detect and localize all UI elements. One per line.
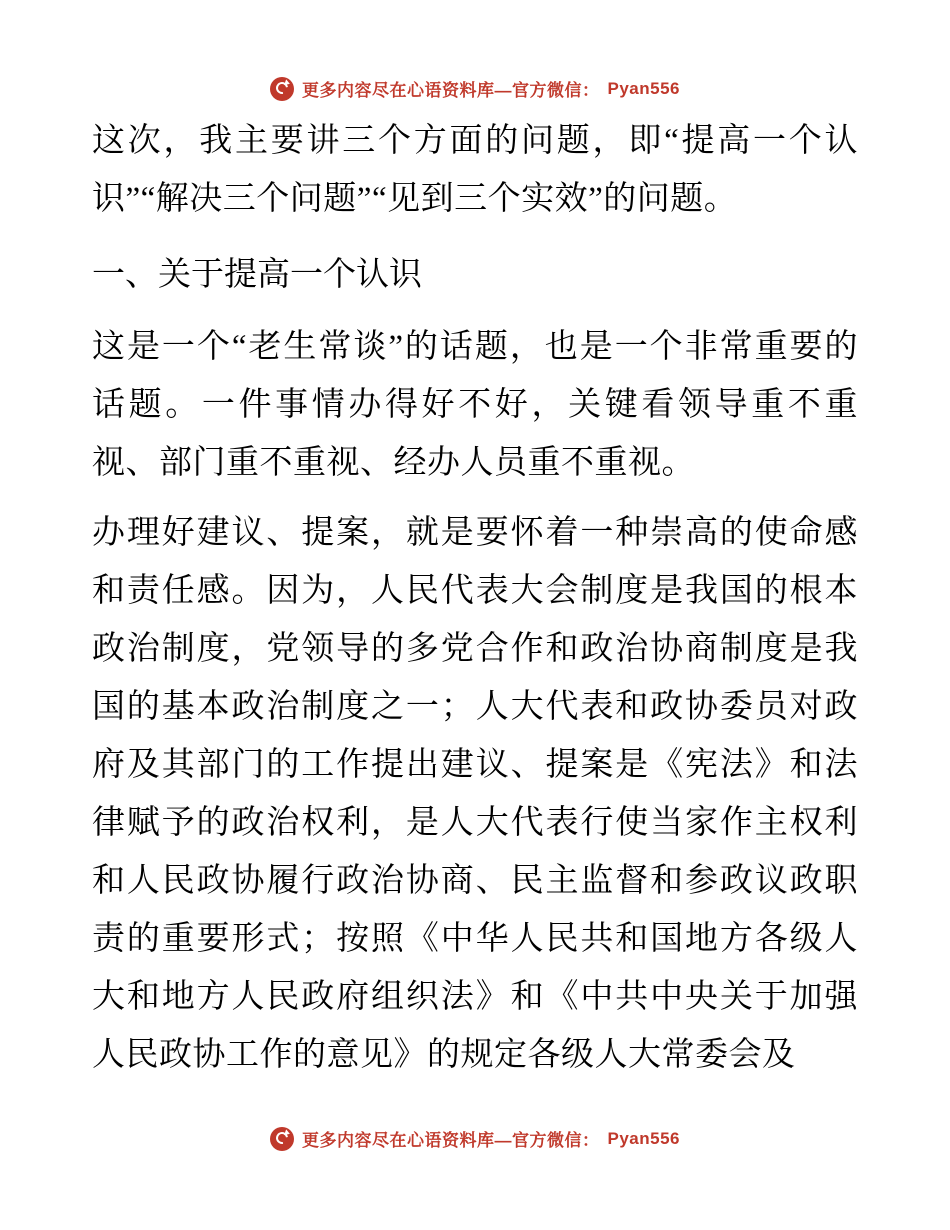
watermark-top bbox=[0, 76, 950, 101]
watermark-account: Pyan556 bbox=[607, 78, 680, 98]
watermark-bottom bbox=[0, 1126, 950, 1151]
section-heading-1: 一、关于提高一个认识 bbox=[92, 257, 422, 293]
watermark-account: Pyan556 bbox=[607, 1128, 680, 1148]
paragraph-2: 这是一个“老生常谈”的话题，也是一个非常重要的话题。一件事情办得好不好，关键看领导重不重视、部门重不重视、经办人员重不重视。 bbox=[92, 329, 858, 481]
compass-logo-icon bbox=[270, 77, 294, 101]
compass-logo-icon bbox=[270, 1127, 294, 1151]
watermark-main-text: 更多内容尽在心语资料库—官方微信： bbox=[302, 81, 600, 100]
paragraph-3: 办理好建议、提案，就是要怀着一种崇高的使命感和责任感。因为，人民代表大会制度是我国的根本政治制度，党领导的多党合作和政治协商制度是我国的基本政治制度之一；人大代表和政协委员对政府及其部门的工作提出建议、提案是《宪法》和法律赋予的政治权利，是人大代表行使当家作主权利和人民政协履行政治协商、民主监督和参政议政职责的重要形式；按照《中华人民共和国地方各级人大和地方人民政府组织法》和《中共中央关于加强人民政协工作的意见》的规定各级人大常委会及 bbox=[92, 515, 858, 1073]
paragraph-1: 这次，我主要讲三个方面的问题，即“提高一个认识”“解决三个问题”“见到三个实效”的问题。 bbox=[92, 123, 858, 217]
watermark-main-text: 更多内容尽在心语资料库—官方微信： bbox=[302, 1131, 600, 1150]
document-body bbox=[92, 112, 858, 1096]
